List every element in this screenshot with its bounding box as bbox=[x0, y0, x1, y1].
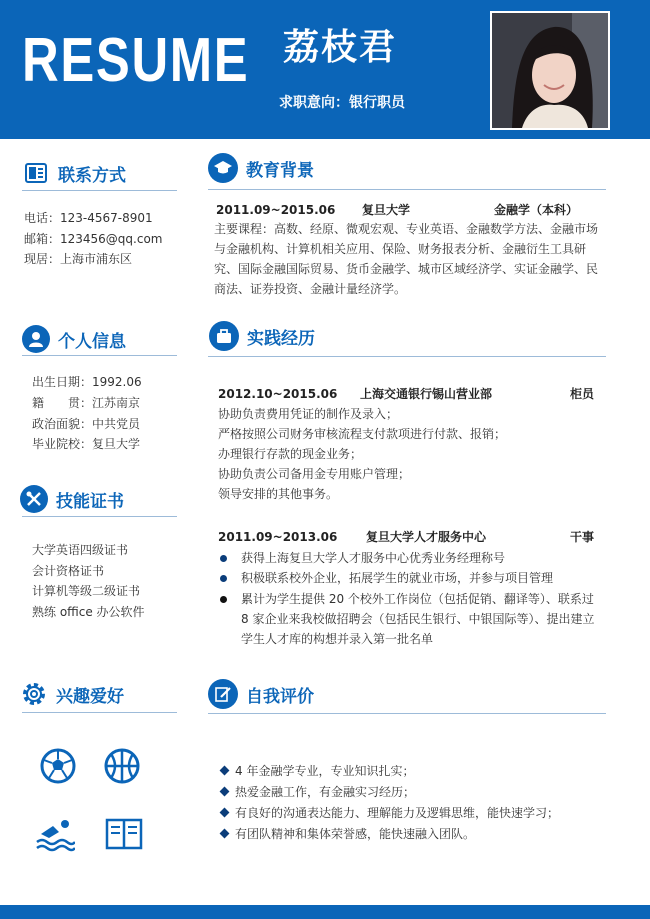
contact-email: 邮箱：123456@qq.com bbox=[24, 232, 163, 246]
briefcase-icon bbox=[209, 321, 239, 351]
job-date: 2011.09~2013.06 bbox=[218, 530, 338, 544]
personal-politics: 政治面貌：中共党员 bbox=[32, 417, 141, 431]
self-eval-item: 有团队精神和集体荣誉感，能快速融入团队。 bbox=[235, 827, 476, 841]
section-heading: 实践经历 bbox=[247, 328, 315, 349]
tools-icon bbox=[20, 485, 48, 513]
course-line: 商法、证券投资、金融计量经济学。 bbox=[214, 282, 407, 296]
achievement-line: 累计为学生提供 20 个校外工作岗位（包括促销、翻译等）、联系过 bbox=[241, 592, 594, 606]
achievement-line: 8 家企业来我校做招聘会（包括民生银行、中银国际等）、提出建立 bbox=[241, 612, 595, 626]
resume-heading: RESUME bbox=[22, 26, 250, 95]
self-eval-item: 热爱金融工作，有金融实习经历； bbox=[235, 785, 416, 799]
section-heading: 技能证书 bbox=[56, 491, 124, 512]
job-organization: 复旦大学人才服务中心 bbox=[366, 530, 487, 544]
profile-photo bbox=[490, 11, 610, 130]
skill-item: 熟练 office 办公软件 bbox=[32, 605, 145, 619]
hobbies-section-title bbox=[20, 680, 124, 708]
course-line: 与金融机构、计算机相关应用、保险、财务报表分析、金融衍生工具研 bbox=[214, 242, 587, 256]
achievement-item bbox=[241, 589, 594, 649]
divider bbox=[22, 516, 177, 517]
bullet-dot bbox=[220, 575, 227, 582]
candidate-name: 荔枝君 bbox=[282, 27, 397, 68]
experience-section-title bbox=[209, 321, 315, 351]
basketball-icon bbox=[102, 746, 142, 786]
self-eval-item: 有良好的沟通表达能力、理解能力及逻辑思维，能快速学习； bbox=[235, 806, 560, 820]
bullet-diamond bbox=[220, 808, 230, 818]
personal-birth: 出生日期：1992.06 bbox=[32, 375, 142, 389]
bullet-dot bbox=[220, 596, 227, 603]
bullet-diamond bbox=[220, 766, 230, 776]
self-eval-section-title bbox=[208, 679, 314, 709]
skill-item: 大学英语四级证书 bbox=[32, 543, 129, 557]
contact-section-title bbox=[22, 159, 126, 187]
contact-phone: 电话：123-4567-8901 bbox=[24, 211, 153, 225]
personal-origin: 籍 贯：江苏南京 bbox=[32, 396, 141, 410]
job-organization: 上海交通银行锡山营业部 bbox=[360, 387, 493, 401]
person-icon bbox=[22, 325, 50, 353]
graduation-cap-icon bbox=[208, 153, 238, 183]
gear-icon bbox=[20, 680, 48, 708]
personal-school: 毕业院校：复旦大学 bbox=[32, 437, 141, 451]
divider bbox=[22, 190, 177, 191]
duty-line: 严格按照公司财务审核流程支付款项进行付款、报销； bbox=[218, 427, 507, 441]
section-heading: 自我评价 bbox=[246, 686, 314, 707]
self-eval-item: 4 年金融学专业，专业知识扎实； bbox=[235, 764, 415, 778]
section-heading: 教育背景 bbox=[246, 160, 314, 181]
bullet-dot bbox=[220, 555, 227, 562]
swimming-icon bbox=[35, 814, 75, 854]
skill-item: 计算机等级二级证书 bbox=[32, 584, 141, 598]
duty-line: 办理银行存款的现金业务； bbox=[218, 447, 363, 461]
education-date: 2011.09~2015.06 bbox=[216, 203, 336, 217]
header-banner bbox=[0, 0, 650, 139]
skills-section-title bbox=[20, 485, 124, 513]
divider bbox=[208, 713, 606, 714]
job-duties bbox=[218, 404, 506, 504]
section-heading: 兴趣爱好 bbox=[56, 686, 124, 707]
education-section-title bbox=[208, 153, 314, 183]
job-role: 柜员 bbox=[570, 387, 595, 401]
job-role: 干事 bbox=[570, 530, 595, 544]
section-heading: 联系方式 bbox=[58, 165, 126, 186]
duty-line: 协助负责费用凭证的制作及录入； bbox=[218, 407, 399, 421]
divider bbox=[22, 712, 177, 713]
contact-card-icon bbox=[22, 159, 50, 187]
achievement-item: 积极联系校外企业，拓展学生的就业市场，并参与项目管理 bbox=[241, 571, 554, 585]
education-courses bbox=[214, 219, 598, 299]
divider bbox=[208, 356, 606, 357]
achievement-item: 获得上海复旦大学人才服务中心优秀业务经理称号 bbox=[241, 551, 506, 565]
divider bbox=[22, 355, 177, 356]
soccer-ball-icon bbox=[38, 746, 78, 786]
edit-icon bbox=[208, 679, 238, 709]
duty-line: 领导安排的其他事务。 bbox=[218, 487, 339, 501]
course-line: 主要课程：高数、经原、微观宏观、专业英语、金融数学方法、金融市场 bbox=[214, 222, 599, 236]
education-school: 复旦大学 bbox=[362, 203, 411, 217]
education-major: 金融学（本科） bbox=[494, 203, 579, 217]
section-heading: 个人信息 bbox=[58, 331, 126, 352]
duty-line: 协助负责公司备用金专用账户管理； bbox=[218, 467, 411, 481]
job-objective: 求职意向：银行职员 bbox=[279, 95, 405, 111]
contact-address: 现居：上海市浦东区 bbox=[24, 252, 133, 266]
job-date: 2012.10~2015.06 bbox=[218, 387, 338, 401]
bullet-diamond bbox=[220, 829, 230, 839]
book-icon bbox=[104, 814, 144, 854]
skill-item: 会计资格证书 bbox=[32, 564, 105, 578]
bullet-diamond bbox=[220, 787, 230, 797]
achievement-line: 学生人才库的构想并录入第一批名单 bbox=[241, 632, 434, 646]
divider bbox=[208, 189, 606, 190]
course-line: 究、国际金融国际贸易、货币金融学、城市区域经济学、实证金融学、民 bbox=[214, 262, 599, 276]
personal-section-title bbox=[22, 325, 126, 353]
footer-bar bbox=[0, 905, 650, 919]
